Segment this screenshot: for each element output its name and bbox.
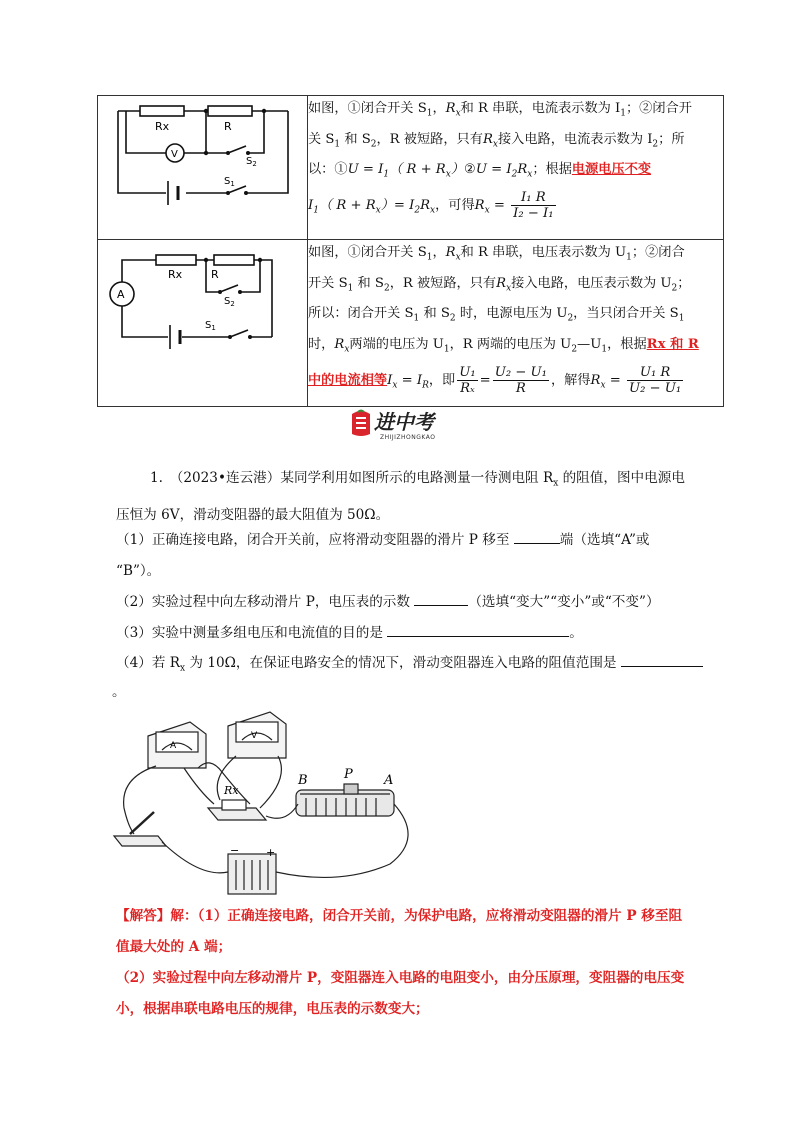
logo-mark-icon (350, 408, 372, 438)
answer-block (116, 904, 738, 1022)
label-s1: $S_1$ (224, 176, 235, 188)
label-rx: Rx (155, 120, 170, 133)
label-r: R (211, 268, 219, 281)
logo-text: 进中考 (374, 410, 434, 434)
method-1-text (308, 96, 724, 240)
method-2-text (308, 240, 724, 407)
question-4-end: 。 (112, 684, 126, 700)
text-line: 如图，①闭合开关 $S_1$，$R_x$和 R 串联，电流表示数为 $I_1$；②闭合开 (308, 101, 692, 119)
label-p: P (344, 767, 353, 782)
circuit-1-svg (98, 96, 307, 235)
circuit-diagram-ammeter (98, 96, 308, 240)
answer-tag: 【解答】 (116, 908, 171, 924)
label-rx: Rx (168, 268, 183, 281)
fraction: $\frac{\text{U₁ R}}{\text{U₂ − U₁}}$ (628, 364, 682, 396)
label-rx: Rx (224, 784, 239, 797)
fraction: $\frac{\text{U₂ − U₁}}{R}$ (494, 364, 547, 396)
method-table (97, 95, 724, 407)
circuit-diagram-voltmeter (98, 240, 308, 407)
answer-blank[interactable] (387, 622, 569, 637)
answer-blank[interactable] (414, 591, 468, 606)
text-line: 关 $S_1$ 和 $S_2$，R 被短路，只有$R_x$接入电路，电流表示数为 $I_2$；所 (308, 131, 685, 150)
answer-line: 值最大处的 A 端； (116, 939, 232, 955)
label-s2: $S_2$ (246, 156, 257, 168)
fraction: $\frac{\text{U₁}}{\text{Rₓ}}$ (459, 364, 476, 396)
question-4: （4）若 $R_x$ 为 10Ω，在保证电路安全的情况下，滑动变阻器连入电路的阻值范围是 (116, 651, 780, 682)
highlight-text: Rx 和 R (646, 336, 699, 352)
answer-line: （2）实验过程中向左移动滑片 P，变阻器连入电路的电阻变小，由分压原理，变阻器的电压变 (116, 970, 685, 986)
text-line: $I_1$（ $R + R_x)= I_2R_x$，可得$R_x$ = $\frac{\text{I₁ R}}{\text{I₂ − I₁}}$ (308, 189, 554, 221)
text-line: 如图，①闭合开关 $S_1$，$R_x$和 R 串联，电压表示数为 $U_1$；②闭合 (308, 245, 685, 263)
question-2: （2）实验过程中向左移动滑片 P，电压表的示数 （选填“变大”“变小”或“不变”） (116, 590, 736, 615)
text-line: 所以：闭合开关 $S_1$ 和 $S_2$ 时，电源电压为 $U_2$，当只闭合开关 $S_1$ (308, 306, 685, 324)
publisher-logo (350, 404, 460, 444)
ammeter-icon: A (170, 741, 177, 751)
answer-blank[interactable] (621, 652, 703, 667)
answer-line: 【解答】解：（1）正确连接电路，闭合开关前，为保护电路，应将滑动变阻器的滑片 P 移至阻 (116, 908, 683, 924)
table-row (98, 240, 724, 407)
label-s2: $S_2$ (224, 296, 235, 308)
ammeter-icon: A (117, 288, 125, 301)
question-1: （1）正确连接电路，闭合开关前，应将滑动变阻器的滑片 P 移至 端（选填“A”或 “B”）。 (116, 528, 736, 584)
apparatus-figure (110, 708, 430, 900)
voltmeter-icon: V (171, 149, 178, 160)
label-s1: $S_1$ (205, 320, 216, 332)
text-line: 以：①U = $I_1$（ $R + R_x)②U = I_2R_x$；根据电源电压不变 (308, 162, 652, 180)
fraction: $\frac{\text{I₁ R}}{\text{I₂ − I₁}}$ (513, 189, 554, 221)
label-b: B (298, 773, 308, 788)
answer-blank[interactable] (514, 529, 560, 544)
logo-subtext: ZHIJIZHONGKAO (380, 434, 436, 441)
circuit-2-svg (98, 240, 307, 402)
text-line: 时，$R_x$两端的电压为 $U_1$，R 两端的电压为 $U_2—U_1$，根据Rx 和 R (308, 336, 699, 355)
highlight-text: 中的电流相等 (308, 372, 388, 388)
battery-minus: − (230, 844, 240, 857)
voltmeter-icon: V (251, 731, 258, 741)
label-a: A (384, 773, 394, 788)
text-line: 中的电流相等$I_x = I_R$，即 $\frac{\text{U₁}}{\text{Rₓ}}$ = $\frac{\text{U₂ − U₁}}{R}$ ，解得$R_x$ = $\frac{\text{U₁ R}}{\text{U₂ − U₁}}$ (308, 364, 682, 396)
highlight-text: 电源电压不变 (571, 162, 652, 178)
label-r: R (224, 120, 232, 133)
answer-line: 小，根据串联电路电压的规律，电压表的示数变大； (116, 1001, 429, 1017)
question-intro: 1. （2023•连云港）某同学利用如图所示的电路测量一待测电阻 $R_x$ 的阻值，图中电源电 压恒为 6V，滑动变阻器的最大阻值为 50Ω。 (116, 470, 685, 523)
question-3: （3）实验中测量多组电压和电流值的目的是 。 (116, 621, 736, 646)
text-line: 开关 $S_1$ 和 $S_2$，R 被短路，只有$R_x$接入电路，电压表示数为 $U_2$； (308, 275, 691, 294)
battery-plus: + (266, 846, 276, 859)
table-row (98, 96, 724, 240)
